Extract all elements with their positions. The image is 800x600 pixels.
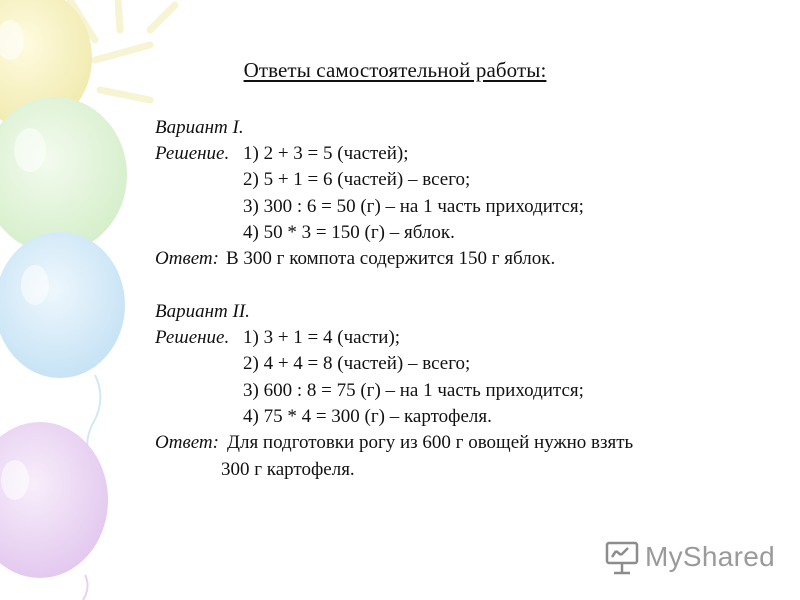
variant2-step-2: 2) 4 + 4 = 8 (частей) – всего; [243,353,471,374]
variant2-step-1: 1) 3 + 1 = 4 (части); [243,327,401,348]
variant1-step-1: 1) 2 + 3 = 5 (частей); [243,143,409,164]
purple-balloon [0,422,108,600]
variant1-answer-label: Ответ: [155,248,219,269]
variant2-answer-text-2: 300 г картофеля. [221,459,355,480]
variant1-solution-label: Решение. [155,143,230,164]
variant2-solution-label: Решение. [155,327,230,348]
variant1-step-2: 2) 5 + 1 = 6 (частей) – всего; [243,169,471,190]
variant2-heading: Вариант II. [155,301,250,322]
myshared-logo-text: MyShared [645,541,776,572]
variant1-heading: Вариант I. [155,117,244,138]
variant1-answer-text: В 300 г компота содержится 150 г яблок. [226,248,556,269]
variant2-answer-label: Ответ: [155,432,219,453]
variant2-step-3: 3) 600 : 8 = 75 (г) – на 1 часть приходится; [243,380,584,401]
variant1-step-4: 4) 50 * 3 = 150 (г) – яблок. [243,222,455,243]
variant1-step-3: 3) 300 : 6 = 50 (г) – на 1 часть приходится; [243,196,584,217]
variant2-step-4: 4) 75 * 4 = 300 (г) – картофеля. [243,406,492,427]
page-title: Ответы самостоятельной работы: [243,58,547,82]
variant2-answer-text: Для подготовки рогу из 600 г овощей нужно взять [227,432,634,453]
